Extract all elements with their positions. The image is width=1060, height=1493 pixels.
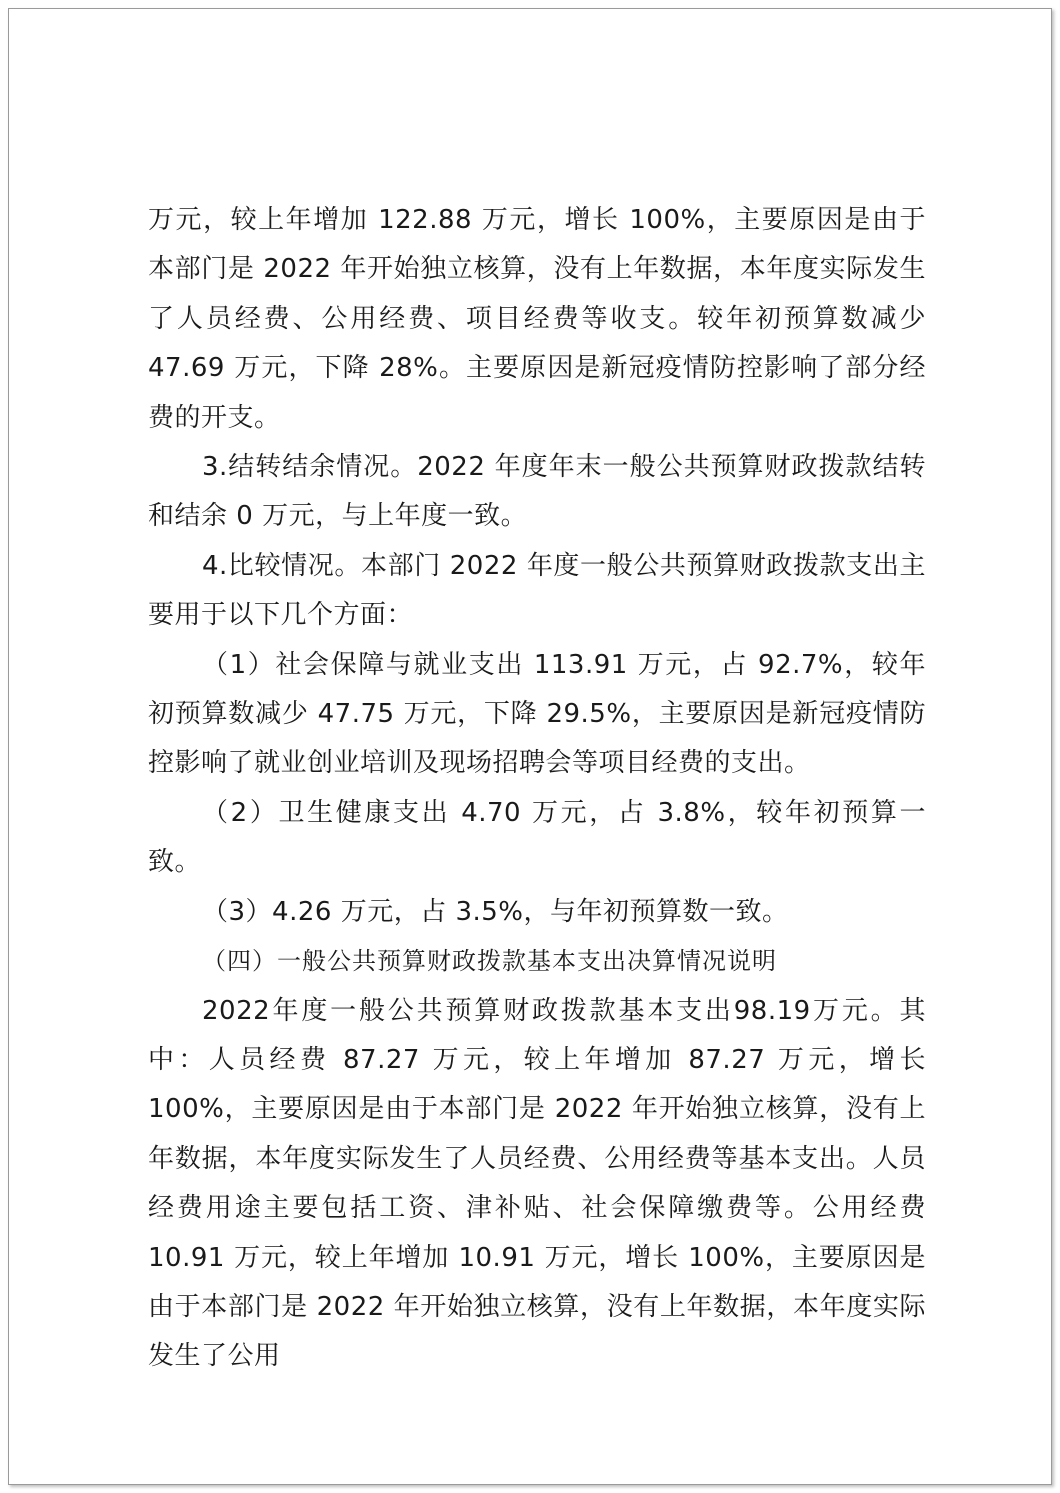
paragraph-item-1: （1）社会保障与就业支出 113.91 万元，占 92.7%，较年初预算数减少 47.75 万元，下降 29.5%，主要原因是新冠疫情防控影响了就业创业培训及现场招聘会等项目经费的支出。 <box>148 649 926 779</box>
paragraph-item-3: （3）4.26 万元，占 3.5%，与年初预算数一致。 <box>202 896 789 927</box>
paragraph-item-2: （2）卫生健康支出 4.70 万元，占 3.8%，较年初预算一致。 <box>148 797 926 878</box>
paragraph-basic-expenditure: 2022年度一般公共预算财政拨款基本支出98.19万元。其中：人员经费 87.27 万元，较上年增加 87.27 万元，增长 100%，主要原因是由于本部门是 2022 年开始独立核算，没有上年数据，本年度实际发生了人员经费、公用经费等基本支出。人员经费用途主要包括工资、津补贴、社会保障缴费等。公用经费 10.91 万元，较上年增加 10.91 万元，增长 100%，主要原因是由于本部门是 2022 年开始独立核算，没有上年数据，本年度实际发生了公用 <box>148 995 926 1372</box>
document-body <box>148 196 926 1382</box>
paragraph-comparison: 4.比较情况。本部门 2022 年度一般公共预算财政拨款支出主要用于以下几个方面： <box>148 550 926 631</box>
paragraph-carryover: 3.结转结余情况。2022 年度年末一般公共预算财政拨款结转和结余 0 万元，与上年度一致。 <box>148 452 926 532</box>
paragraph-expenditure-continued: 万元，较上年增加 122.88 万元，增长 100%，主要原因是由于本部门是 2022 年开始独立核算，没有上年数据，本年度实际发生了人员经费、公用经费、项目经费等收支。较年初预算数减少 47.69 万元，下降 28%。主要原因是新冠疫情防控影响了部分经费的开支。 <box>148 205 926 433</box>
section-heading: （四）一般公共预算财政拨款基本支出决算情况说明 <box>202 947 777 976</box>
